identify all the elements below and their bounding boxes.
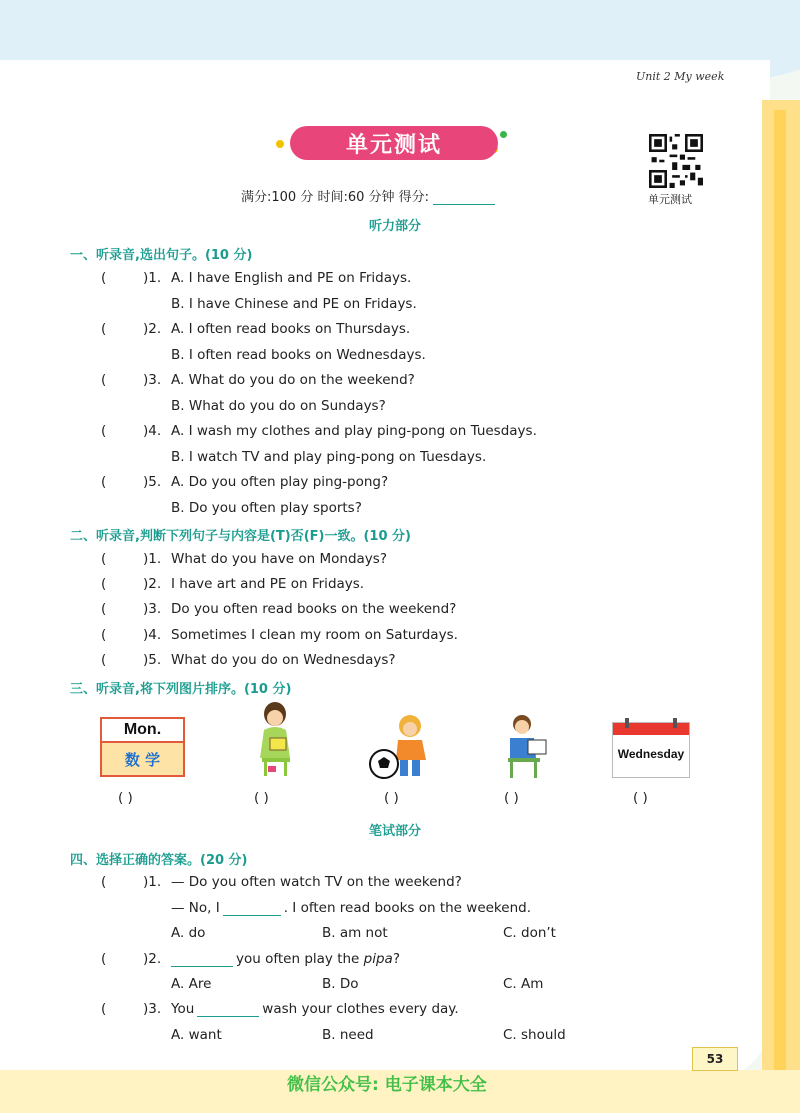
answer-paren[interactable]: ( bbox=[101, 652, 107, 668]
answer-paren[interactable]: ( bbox=[101, 321, 107, 337]
answer-paren[interactable]: ( bbox=[101, 951, 107, 967]
answer-paren[interactable]: ( bbox=[101, 874, 107, 890]
answer-paren[interactable]: ( bbox=[101, 423, 107, 439]
p4-q1-line1: — Do you often watch TV on the weekend? bbox=[171, 874, 462, 890]
p2-q5-num: )5. bbox=[143, 652, 162, 668]
part2-heading: 二、听录音,判断下列句子与内容是(T)否(F)一致。(10 分) bbox=[70, 529, 411, 544]
p1-q3-option-a: A. What do you do on the weekend? bbox=[171, 372, 415, 388]
p4-q1-blank[interactable] bbox=[223, 901, 281, 916]
score-blank[interactable] bbox=[433, 190, 495, 205]
decor-dot bbox=[500, 131, 507, 138]
part3-heading: 三、听录音,将下列图片排序。(10 分) bbox=[70, 682, 292, 697]
answer-paren[interactable]: ( ) bbox=[504, 790, 519, 806]
part1-heading: 一、听录音,选出句子。(10 分) bbox=[70, 248, 253, 263]
qr-label: 单元测试 bbox=[648, 193, 692, 206]
answer-paren[interactable]: ( ) bbox=[118, 790, 133, 806]
answer-paren[interactable]: ( bbox=[101, 1001, 107, 1017]
p2-q4-text: Sometimes I clean my room on Saturdays. bbox=[171, 627, 458, 643]
p2-q3-text: Do you often read books on the weekend? bbox=[171, 601, 457, 617]
section-writing: 笔试部分 bbox=[369, 824, 422, 839]
answer-paren[interactable]: ( bbox=[101, 601, 107, 617]
p4-q1-line2b: . I often read books on the weekend. bbox=[283, 900, 531, 916]
answer-paren[interactable]: ( ) bbox=[254, 790, 269, 806]
p2-q4-num: )4. bbox=[143, 627, 162, 643]
card-day: Mon. bbox=[102, 719, 183, 743]
calendar-ring bbox=[625, 718, 629, 728]
score-text: 满分:100 分 时间:60 分钟 得分: bbox=[241, 190, 430, 205]
p4-q2-num: )2. bbox=[143, 951, 162, 967]
qr-code-icon[interactable] bbox=[649, 134, 703, 188]
p4-q2-stem: you often play the bbox=[236, 951, 364, 967]
p4-q3-blank[interactable] bbox=[197, 1002, 259, 1017]
p1-q4-option-a: A. I wash my clothes and play ping-pong on Tuesdays. bbox=[171, 423, 537, 439]
p1-q2-option-b: B. I often read books on Wednesdays. bbox=[171, 347, 426, 363]
p4-q3-text bbox=[171, 1001, 459, 1017]
card-subject: 数 学 bbox=[102, 743, 183, 775]
p4-q1-option-a: A. do bbox=[171, 925, 206, 941]
p1-q2-option-a: A. I often read books on Thursdays. bbox=[171, 321, 411, 337]
page-title: 单元测试 bbox=[345, 132, 442, 158]
p4-q1-option-c: C. don’t bbox=[503, 925, 556, 941]
p2-q3-num: )3. bbox=[143, 601, 162, 617]
p4-q3-option-a: A. want bbox=[171, 1027, 222, 1043]
p1-q1-num: )1. bbox=[143, 270, 162, 286]
p4-q2-option-b: B. Do bbox=[322, 976, 359, 992]
p4-q1-option-b: B. am not bbox=[322, 925, 388, 941]
part4-heading: 四、选择正确的答案。(20 分) bbox=[70, 853, 248, 868]
answer-paren[interactable]: ( bbox=[101, 474, 107, 490]
page-number: 53 bbox=[692, 1047, 738, 1071]
p4-q1-line2a: — No, I bbox=[171, 900, 220, 916]
p2-q2-num: )2. bbox=[143, 576, 162, 592]
p2-q5-text: What do you do on Wednesdays? bbox=[171, 652, 396, 668]
answer-paren[interactable]: ( bbox=[101, 372, 107, 388]
p1-q5-num: )5. bbox=[143, 474, 162, 490]
p1-q1-option-a: A. I have English and PE on Fridays. bbox=[171, 270, 412, 286]
p1-q3-num: )3. bbox=[143, 372, 162, 388]
boy-reading-illustration bbox=[500, 712, 555, 782]
p1-q5-option-a: A. Do you often play ping-pong? bbox=[171, 474, 389, 490]
mon-math-card bbox=[100, 717, 185, 777]
p4-q3-option-c: C. should bbox=[503, 1027, 566, 1043]
p4-q3-pre: You bbox=[171, 1001, 195, 1017]
answer-paren[interactable]: ( ) bbox=[384, 790, 399, 806]
answer-paren[interactable]: ( bbox=[101, 576, 107, 592]
p2-q2-text: I have art and PE on Fridays. bbox=[171, 576, 365, 592]
title-banner bbox=[290, 126, 498, 160]
calendar-ring bbox=[673, 718, 677, 728]
p4-q2-option-c: C. Am bbox=[503, 976, 544, 992]
girl-reading-illustration bbox=[250, 700, 300, 780]
footer-text: 微信公众号: 电子课本大全 bbox=[287, 1075, 487, 1095]
p4-q2-option-a: A. Are bbox=[171, 976, 212, 992]
p1-q1-option-b: B. I have Chinese and PE on Fridays. bbox=[171, 296, 417, 312]
section-listening: 听力部分 bbox=[369, 219, 422, 234]
p2-q1-num: )1. bbox=[143, 551, 162, 567]
p1-q2-num: )2. bbox=[143, 321, 162, 337]
score-line bbox=[241, 186, 495, 205]
answer-paren[interactable]: ( bbox=[101, 270, 107, 286]
answer-paren[interactable]: ( bbox=[101, 627, 107, 643]
p4-q2-text bbox=[171, 951, 400, 967]
p2-q1-text: What do you have on Mondays? bbox=[171, 551, 387, 567]
p4-q2-end: ? bbox=[392, 951, 400, 967]
p1-q4-option-b: B. I watch TV and play ping-pong on Tuesdays. bbox=[171, 449, 487, 465]
p4-q3-post: wash your clothes every day. bbox=[262, 1001, 459, 1017]
answer-paren[interactable]: ( bbox=[101, 551, 107, 567]
wednesday-calendar bbox=[612, 722, 690, 778]
decor-dot bbox=[276, 140, 284, 148]
p4-q1-num: )1. bbox=[143, 874, 162, 890]
p4-q2-italic: pipa bbox=[363, 951, 393, 967]
p1-q4-num: )4. bbox=[143, 423, 162, 439]
calendar-text: Wednesday bbox=[617, 747, 685, 761]
p4-q2-blank[interactable] bbox=[171, 952, 233, 967]
p4-q3-num: )3. bbox=[143, 1001, 162, 1017]
boy-soccer-illustration bbox=[368, 712, 438, 784]
answer-paren[interactable]: ( ) bbox=[633, 790, 648, 806]
p4-q1-line2 bbox=[171, 900, 531, 916]
p1-q5-option-b: B. Do you often play sports? bbox=[171, 500, 362, 516]
p1-q3-option-b: B. What do you do on Sundays? bbox=[171, 398, 386, 414]
unit-label: Unit 2 My week bbox=[636, 70, 725, 83]
p4-q3-option-b: B. need bbox=[322, 1027, 374, 1043]
